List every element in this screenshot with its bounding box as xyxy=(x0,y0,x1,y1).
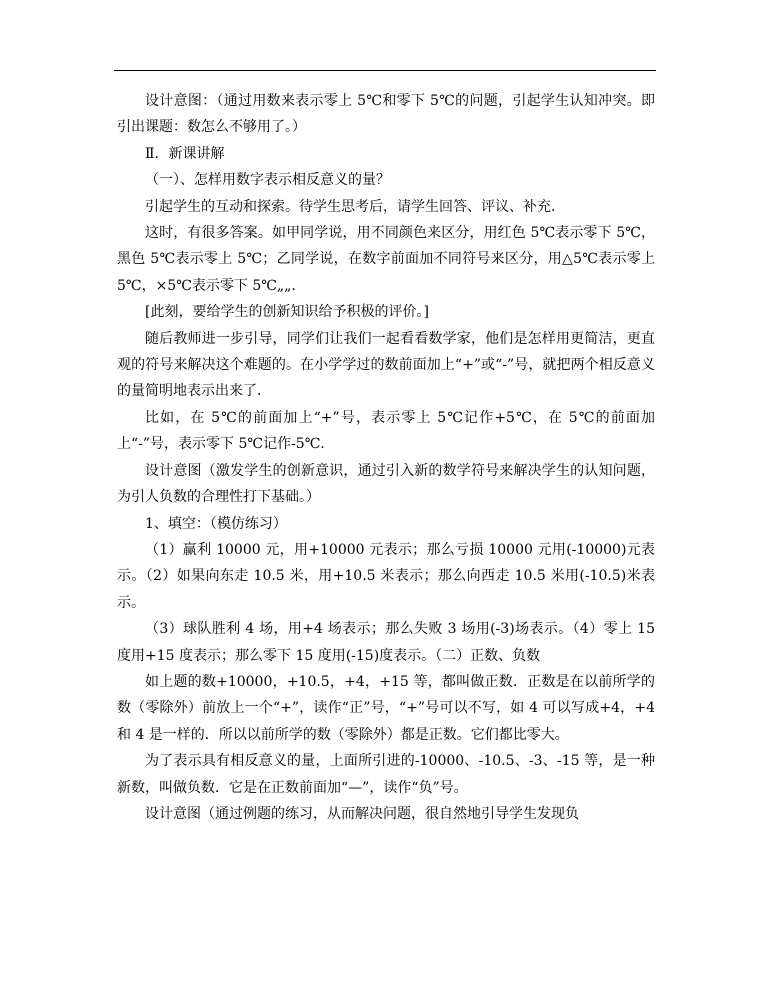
paragraph-negative-numbers: 为了表示具有相反意义的量，上面所引进的-10000、-10.5、-3、-15 等，是一种新数，叫做负数．它是在正数前面加“—”，读作“负”号。 xyxy=(117,753,655,796)
paragraph-exercise-1-2: （1）赢利 10000 元，用+10000 元表示；那么亏损 10000 元用(-10000)元表示。（2）如果向东走 10.5 米，用+10.5 米表示；那么向西走 10.5 米用(-10.5)米表示。 xyxy=(117,541,655,611)
paragraph-teacher-guidance: 随后教师进一步引导，同学们让我们一起看看数学家，他们是怎样用更简洁，更直观的符号来解决这个难题的。在小学学过的数前面加上“+”或“-”号，就把两个相反意义的量简明地表示出来了． xyxy=(117,330,655,400)
heading-fill-in-exercise: 1、填空：（模仿练习） xyxy=(145,515,287,532)
paragraph-example-temperature: 比如，在 5℃的前面加上“+”号，表示零上 5℃记作+5℃，在 5℃的前面加上“-”号，表示零下 5℃记作-5℃． xyxy=(117,409,655,453)
section-heading-new-lesson: Ⅱ．新课讲解 xyxy=(145,145,225,162)
paragraph-design-intent-3: 设计意图（通过例题的练习，从而解决问题，很自然地引导学生发现负 xyxy=(145,805,579,822)
paragraph-positive-numbers: 如上题的数+10000，+10.5，+4，+15 等，都叫做正数．正数是在以前所学的数（零除外）前放上一个“+”，读作“正”号，“+”号可以不写，如 4 可以写成+4，+4 和 4 是一样的．所以以前所学的数（零除外）都是正数。它们都比零大。 xyxy=(117,673,655,743)
document-body xyxy=(117,88,655,827)
paragraph-evaluation-note: [此刻，要给学生的创新知识给予积极的评价。] xyxy=(145,304,429,321)
header-rule xyxy=(114,70,656,71)
paragraph-design-intent-2: 设计意图（激发学生的创新意识，通过引入新的数学符号来解决学生的认知问题，为引人负数的合理性打下基础。） xyxy=(117,462,655,506)
paragraph-design-intent-1: 设计意图：（通过用数来表示零上 5℃和零下 5℃的问题，引起学生认知冲突。即引出课题：数怎么不够用了。） xyxy=(117,93,655,136)
subsection-heading-opposite-quantities: （一）、怎样用数字表示相反意义的量？ xyxy=(145,172,390,189)
paragraph-exercise-3-4: （3）球队胜利 4 场，用+4 场表示；那么失败 3 场用(-3)场表示。（4）零上 15 度用+15 度表示；那么零下 15 度用(-15)度表示。（二）正数、负数 xyxy=(117,621,655,664)
paragraph-student-answers: 这时，有很多答案。如甲同学说，用不同颜色来区分，用红色 5℃表示零下 5℃，黑色 5℃表示零上 5℃；乙同学说，在数字前面加不同符号来区分，用△5℃表示零上 5℃，×5℃表示零下 5℃„„． xyxy=(117,225,655,294)
paragraph-student-interaction: 引起学生的互动和探索。待学生思考后，请学生回答、评议、补充． xyxy=(145,198,565,215)
